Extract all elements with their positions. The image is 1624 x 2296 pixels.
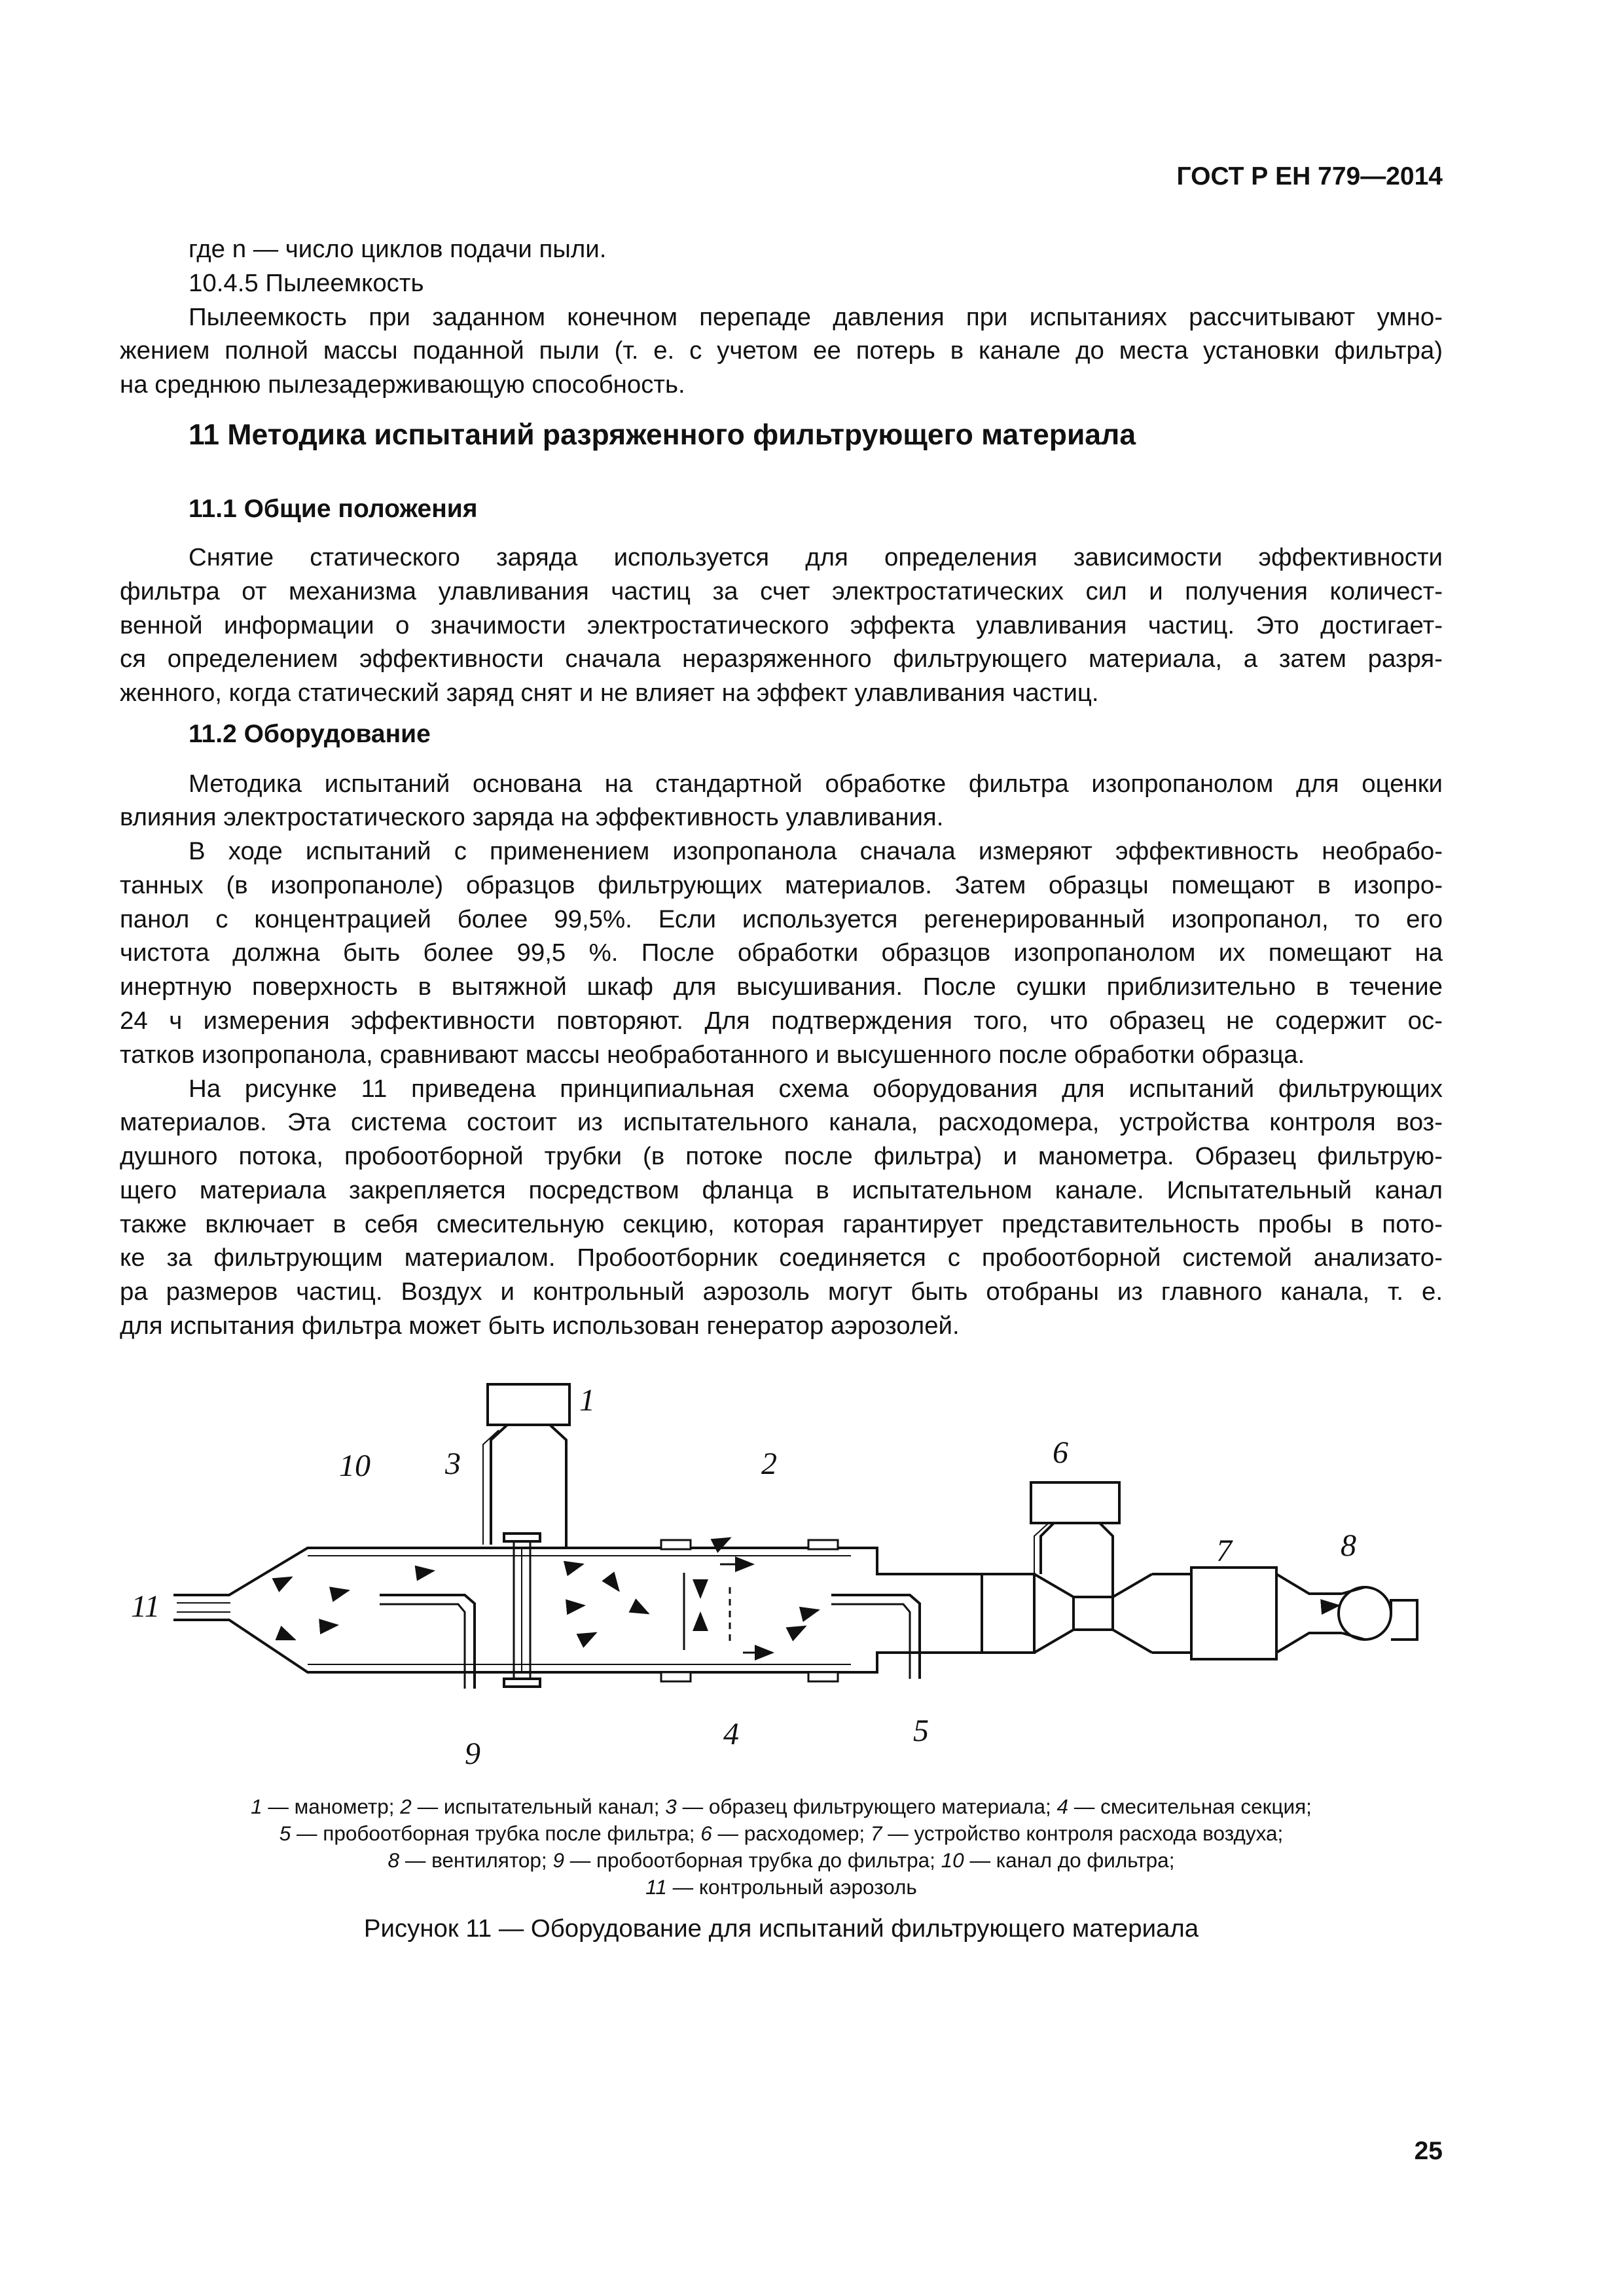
label-5: 5 <box>913 1713 929 1748</box>
label-1: 1 <box>579 1383 595 1418</box>
figure-legend-line: 8 — вентилятор; 9 — пробоотборная трубка до фильтра; 10 — канал до фильтра; <box>388 1848 1175 1872</box>
paragraph-line: щего материала закрепляется посредством фланца в испытательном канале. Испытательный канал <box>120 1176 1443 1204</box>
label-4: 4 <box>723 1717 739 1751</box>
page-number: 25 <box>1414 2137 1443 2165</box>
subsection-title: 11.1 Общие положения <box>189 495 478 523</box>
label-7: 7 <box>1216 1534 1232 1568</box>
paragraph-line: панол с концентрацией более 99,5%. Если используется регенерированный изопропанол, то его <box>120 905 1443 933</box>
paragraph-line: ра размеров частиц. Воздух и контрольный аэрозоль могут быть отобраны из главного канала, т. е. <box>120 1278 1443 1306</box>
label-2: 2 <box>761 1446 777 1481</box>
paragraph-line: В ходе испытаний с применением изопропанола сначала измеряют эффективность необрабо- <box>189 837 1443 865</box>
paragraph-line: жением полной массы поданной пыли (т. е. с учетом ее потерь в канале до места установки фильтра) <box>120 336 1443 365</box>
probe-9 <box>380 1595 475 1689</box>
figure-title: Рисунок 11 — Оборудование для испытаний фильтрующего материала <box>363 1914 1199 1943</box>
paragraph-line: также включает в себя смесительную секцию, которая гарантирует представительность пробы в пото- <box>120 1210 1443 1238</box>
paragraph-line: душного потока, пробоотборной трубки (в потоке после фильтра) и манометра. Образец фильтрую- <box>120 1142 1443 1170</box>
paragraph-line: Снятие статического заряда используется для определения зависимости эффективности <box>189 543 1443 571</box>
figure-legend-line: 11 — контрольный аэрозоль <box>645 1875 917 1899</box>
paragraph-line: танных (в изопропаноле) образцов фильтрующих материалов. Затем образцы помещают в изопро- <box>120 871 1443 899</box>
paragraph-line: на среднюю пылезадерживающую способность. <box>120 370 685 399</box>
section-title: 11 Методика испытаний разряженного фильтрующего материала <box>189 419 1136 451</box>
paragraph-line: материалов. Эта система состоит из испытательного канала, расходомера, устройства контроля воз- <box>120 1108 1443 1136</box>
paragraph-line: Пылеемкость при заданном конечном перепаде давления при испытаниях рассчитывают умно- <box>189 303 1443 331</box>
paragraph-line: для испытания фильтра может быть использован генератор аэрозолей. <box>120 1312 960 1340</box>
paragraph-line: женного, когда статический заряд снят и не влияет на эффект улавливания частиц. <box>120 679 1099 707</box>
label-6: 6 <box>1053 1435 1068 1470</box>
paragraph-line: Методика испытаний основана на стандартной обработке фильтра изопропанолом для оценки <box>189 770 1443 798</box>
text-line: 10.4.5 Пылеемкость <box>189 269 424 297</box>
flowmeter-6 <box>1031 1482 1119 1523</box>
paragraph-line: венной информации о значимости электростатического эффекта улавливания частиц. Это достигает- <box>120 611 1443 639</box>
paragraph-line: фильтра от механизма улавливания частиц за счет электростатических сил и получения количест- <box>120 577 1443 605</box>
subsection-title: 11.2 Оборудование <box>189 720 431 748</box>
text-line: где n — число циклов подачи пыли. <box>189 235 607 263</box>
paragraph-line: На рисунке 11 приведена принципиальная схема оборудования для испытаний фильтрующих <box>189 1075 1443 1103</box>
paragraph-line: ке за фильтрующим материалом. Пробоотборник соединяется с пробоотборной системой анализато- <box>120 1244 1443 1272</box>
paragraph-line: влияния электростатического заряда на эффективность улавливания. <box>120 803 944 831</box>
paragraph-line: ся определением эффективности сначала неразряженного фильтрующего материала, а затем разря- <box>120 645 1443 673</box>
label-10: 10 <box>339 1448 370 1483</box>
inlet-pipe <box>173 1548 851 1595</box>
figure-legend-line: 5 — пробоотборная трубка после фильтра; 6 — расходомер; 7 — устройство контроля расхода воздуха; <box>279 1821 1284 1845</box>
paragraph-line: инертную поверхность в вытяжной шкаф для высушивания. После сушки приблизительно в течение <box>120 973 1443 1001</box>
label-3: 3 <box>445 1446 461 1481</box>
paragraph-line: чистота должна быть более 99,5 %. После обработки образцов изопропанолом их помещают на <box>120 939 1443 967</box>
fan-8 <box>1339 1587 1391 1640</box>
equipment-diagram <box>111 1365 1447 1770</box>
paragraph-line: 24 ч измерения эффективности повторяют. Для подтверждения того, что образец не содержит ос- <box>120 1007 1443 1035</box>
label-9: 9 <box>465 1736 480 1770</box>
flow-control-7 <box>1191 1568 1276 1659</box>
label-8: 8 <box>1341 1528 1356 1563</box>
flowmeter-section <box>982 1574 1034 1653</box>
label-11: 11 <box>131 1589 160 1624</box>
paragraph-line: татков изопропанола, сравнивают массы необработанного и высушенного после обработки образца. <box>120 1041 1305 1069</box>
manometer-1 <box>488 1384 569 1425</box>
figure-legend-line: 1 — манометр; 2 — испытательный канал; 3 — образец фильтрующего материала; 4 — смесительная секция; <box>251 1795 1312 1818</box>
document-id: ГОСТ Р ЕН 779—2014 <box>1176 162 1443 190</box>
